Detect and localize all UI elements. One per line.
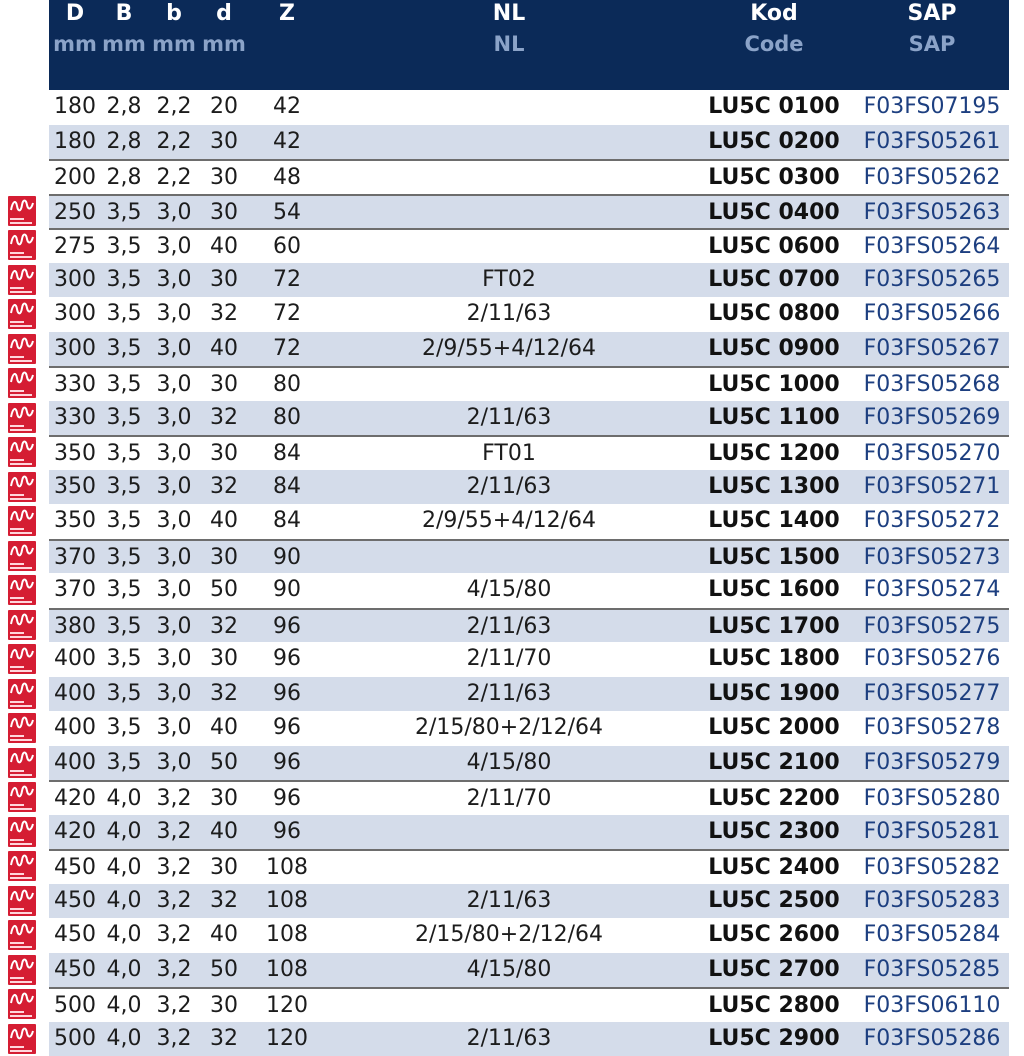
cell-Z: 42 bbox=[273, 94, 301, 119]
cell-B: 3,5 bbox=[106, 613, 142, 639]
cell-SAP: F03FS05283 bbox=[863, 887, 1001, 913]
cell-Z: 120 bbox=[266, 1025, 308, 1051]
cell-Kod: LU5C 1600 bbox=[708, 577, 840, 602]
cell-b: 3,0 bbox=[156, 544, 192, 570]
anti-vibration-icon bbox=[8, 644, 36, 674]
cell-d: 50 bbox=[210, 749, 238, 775]
cell-Kod: LU5C 1100 bbox=[708, 404, 840, 430]
cell-B: 3,5 bbox=[106, 234, 142, 259]
cell-d: 32 bbox=[210, 613, 238, 639]
table-row bbox=[49, 228, 1009, 263]
cell-d: 40 bbox=[210, 922, 238, 947]
cell-SAP: F03FS05277 bbox=[863, 680, 1001, 706]
cell-Z: 96 bbox=[273, 646, 301, 671]
cell-NL bbox=[359, 851, 659, 886]
cell-B: 4,0 bbox=[106, 1025, 142, 1051]
cell-Z: 108 bbox=[266, 887, 308, 913]
cell-B: 3,5 bbox=[106, 646, 142, 671]
cell-d: 30 bbox=[210, 128, 238, 154]
table-row bbox=[49, 470, 1009, 505]
table-row bbox=[49, 746, 1009, 781]
cell-Z: 54 bbox=[273, 199, 301, 225]
anti-vibration-icon bbox=[8, 437, 36, 467]
cell-SAP: F03FS05264 bbox=[863, 234, 1001, 259]
cell-B: 4,0 bbox=[106, 855, 142, 880]
cell-Z: 72 bbox=[273, 301, 301, 326]
cell-D: 400 bbox=[54, 680, 96, 706]
cell-B: 3,5 bbox=[106, 404, 142, 430]
cell-b: 3,2 bbox=[156, 887, 192, 913]
cell-NL bbox=[359, 815, 659, 850]
cell-d: 40 bbox=[210, 234, 238, 259]
cell-Kod: LU5C 0200 bbox=[708, 128, 840, 154]
cell-B: 3,5 bbox=[106, 301, 142, 326]
cell-D: 370 bbox=[54, 544, 96, 570]
cell-b: 3,0 bbox=[156, 301, 192, 326]
table-row bbox=[49, 90, 1009, 125]
cell-Z: 72 bbox=[273, 335, 301, 361]
cell-Z: 72 bbox=[273, 266, 301, 292]
cell-d: 30 bbox=[210, 646, 238, 671]
table-row bbox=[49, 815, 1009, 850]
cell-D: 350 bbox=[54, 473, 96, 499]
cell-Kod: LU5C 0400 bbox=[708, 199, 840, 225]
cell-D: 330 bbox=[54, 404, 96, 430]
cell-Kod: LU5C 2900 bbox=[708, 1025, 840, 1051]
cell-D: 180 bbox=[54, 94, 96, 119]
table-body bbox=[49, 90, 1009, 1056]
cell-D: 300 bbox=[54, 266, 96, 292]
cell-b: 3,0 bbox=[156, 441, 192, 466]
cell-b: 2,2 bbox=[156, 165, 192, 190]
cell-Kod: LU5C 2800 bbox=[708, 993, 840, 1018]
cell-Z: 48 bbox=[273, 165, 301, 190]
cell-SAP: F03FS05261 bbox=[863, 128, 1001, 154]
table-row bbox=[49, 332, 1009, 367]
cell-Kod: LU5C 1400 bbox=[708, 508, 840, 533]
cell-Kod: LU5C 0300 bbox=[708, 165, 840, 190]
cell-NL: FT01 bbox=[482, 441, 536, 466]
cell-B: 3,5 bbox=[106, 199, 142, 225]
cell-Z: 84 bbox=[273, 441, 301, 466]
cell-b: 2,2 bbox=[156, 94, 192, 119]
anti-vibration-icon bbox=[8, 851, 36, 881]
cell-Kod: LU5C 0800 bbox=[708, 301, 840, 326]
cell-b: 3,0 bbox=[156, 613, 192, 639]
cell-NL: 2/15/80+2/12/64 bbox=[414, 922, 604, 947]
cell-SAP: F03FS05273 bbox=[863, 544, 1001, 570]
anti-vibration-icon bbox=[8, 265, 36, 295]
cell-b: 3,0 bbox=[156, 266, 192, 292]
cell-d: 30 bbox=[210, 544, 238, 570]
cell-B: 3,5 bbox=[106, 372, 142, 397]
cell-D: 350 bbox=[54, 508, 96, 533]
table-row bbox=[49, 504, 1009, 539]
cell-Z: 90 bbox=[273, 544, 301, 570]
table-row bbox=[49, 1022, 1009, 1056]
cell-d: 40 bbox=[210, 508, 238, 533]
table-row bbox=[49, 780, 1009, 815]
cell-D: 180 bbox=[54, 128, 96, 154]
cell-Z: 80 bbox=[273, 372, 301, 397]
cell-d: 40 bbox=[210, 715, 238, 740]
cell-Kod: LU5C 1000 bbox=[708, 372, 840, 397]
cell-SAP: F03FS05280 bbox=[863, 786, 1001, 811]
cell-NL: 2/11/63 bbox=[466, 613, 552, 639]
cell-Z: 96 bbox=[273, 786, 301, 811]
cell-d: 32 bbox=[210, 680, 238, 706]
cell-D: 400 bbox=[54, 715, 96, 740]
table-row bbox=[49, 573, 1009, 608]
cell-NL: 2/11/70 bbox=[466, 646, 552, 671]
cell-B: 4,0 bbox=[106, 922, 142, 947]
cell-B: 4,0 bbox=[106, 786, 142, 811]
anti-vibration-icon bbox=[8, 368, 36, 398]
cell-Kod: LU5C 1700 bbox=[708, 613, 840, 639]
cell-Kod: LU5C 1200 bbox=[708, 441, 840, 466]
cell-D: 450 bbox=[54, 956, 96, 982]
cell-D: 200 bbox=[54, 165, 96, 190]
cell-SAP: F03FS05267 bbox=[863, 335, 1001, 361]
cell-d: 30 bbox=[210, 165, 238, 190]
cell-b: 3,0 bbox=[156, 715, 192, 740]
cell-D: 420 bbox=[54, 818, 96, 844]
cell-B: 4,0 bbox=[106, 956, 142, 982]
cell-D: 350 bbox=[54, 441, 96, 466]
anti-vibration-icon bbox=[8, 472, 36, 502]
cell-NL bbox=[359, 125, 659, 160]
cell-b: 3,0 bbox=[156, 199, 192, 225]
cell-Z: 120 bbox=[266, 993, 308, 1018]
anti-vibration-icon bbox=[8, 1024, 36, 1054]
cell-D: 420 bbox=[54, 786, 96, 811]
cell-d: 32 bbox=[210, 1025, 238, 1051]
cell-Kod: LU5C 2600 bbox=[708, 922, 840, 947]
table-row bbox=[49, 159, 1009, 194]
cell-SAP: F03FS05265 bbox=[863, 266, 1001, 292]
table-row bbox=[49, 608, 1009, 643]
cell-Z: 108 bbox=[266, 956, 308, 982]
table-row bbox=[49, 642, 1009, 677]
cell-SAP: F03FS05276 bbox=[863, 646, 1001, 671]
anti-vibration-icon bbox=[8, 817, 36, 847]
table-row bbox=[49, 987, 1009, 1022]
cell-Kod: LU5C 2200 bbox=[708, 786, 840, 811]
cell-SAP: F03FS05275 bbox=[863, 613, 1001, 639]
table-row bbox=[49, 711, 1009, 746]
cell-NL: 2/15/80+2/12/64 bbox=[414, 715, 604, 740]
cell-B: 3,5 bbox=[106, 335, 142, 361]
cell-B: 2,8 bbox=[106, 128, 142, 154]
cell-d: 30 bbox=[210, 786, 238, 811]
cell-SAP: F03FS05278 bbox=[863, 715, 1001, 740]
cell-SAP: F03FS05271 bbox=[863, 473, 1001, 499]
anti-vibration-icon bbox=[8, 920, 36, 950]
cell-b: 3,2 bbox=[156, 993, 192, 1018]
cell-Kod: LU5C 0900 bbox=[708, 335, 840, 361]
cell-Z: 108 bbox=[266, 855, 308, 880]
anti-vibration-icon bbox=[8, 748, 36, 778]
cell-SAP: F03FS05262 bbox=[863, 165, 1001, 190]
cell-NL: 2/11/63 bbox=[466, 887, 552, 913]
cell-Z: 96 bbox=[273, 715, 301, 740]
cell-B: 4,0 bbox=[106, 887, 142, 913]
table-row bbox=[49, 539, 1009, 574]
table-row bbox=[49, 263, 1009, 298]
anti-vibration-icon bbox=[8, 610, 36, 640]
table-row bbox=[49, 125, 1009, 160]
cell-B: 3,5 bbox=[106, 749, 142, 775]
table-row bbox=[49, 297, 1009, 332]
cell-SAP: F03FS07195 bbox=[863, 94, 1001, 119]
cell-Kod: LU5C 2500 bbox=[708, 887, 840, 913]
cell-NL: 2/11/63 bbox=[466, 301, 552, 326]
cell-SAP: F03FS05268 bbox=[863, 372, 1001, 397]
cell-NL bbox=[359, 368, 659, 403]
cell-SAP: F03FS05286 bbox=[863, 1025, 1001, 1051]
cell-D: 250 bbox=[54, 199, 96, 225]
table-row bbox=[49, 366, 1009, 401]
cell-SAP: F03FS05279 bbox=[863, 749, 1001, 775]
cell-NL: 2/11/63 bbox=[466, 1025, 552, 1051]
cell-D: 450 bbox=[54, 855, 96, 880]
table-row bbox=[49, 918, 1009, 953]
cell-d: 30 bbox=[210, 199, 238, 225]
table-row bbox=[49, 194, 1009, 229]
cell-d: 32 bbox=[210, 301, 238, 326]
cell-Kod: LU5C 0700 bbox=[708, 266, 840, 292]
cell-Kod: LU5C 2300 bbox=[708, 818, 840, 844]
cell-Kod: LU5C 1500 bbox=[708, 544, 840, 570]
table-row bbox=[49, 953, 1009, 988]
cell-Z: 108 bbox=[266, 922, 308, 947]
cell-Kod: LU5C 2700 bbox=[708, 956, 840, 982]
cell-B: 3,5 bbox=[106, 473, 142, 499]
cell-d: 30 bbox=[210, 993, 238, 1018]
cell-Kod: LU5C 0600 bbox=[708, 234, 840, 259]
cell-B: 2,8 bbox=[106, 165, 142, 190]
cell-D: 500 bbox=[54, 1025, 96, 1051]
cell-d: 30 bbox=[210, 441, 238, 466]
cell-B: 3,5 bbox=[106, 577, 142, 602]
anti-vibration-icon bbox=[8, 541, 36, 571]
cell-b: 3,0 bbox=[156, 680, 192, 706]
cell-Z: 90 bbox=[273, 577, 301, 602]
anti-vibration-icon bbox=[8, 989, 36, 1019]
cell-B: 3,5 bbox=[106, 544, 142, 570]
cell-B: 3,5 bbox=[106, 508, 142, 533]
cell-NL bbox=[359, 989, 659, 1024]
cell-NL: 4/15/80 bbox=[466, 956, 552, 982]
cell-NL bbox=[359, 161, 659, 196]
cell-SAP: F03FS06110 bbox=[863, 993, 1001, 1018]
cell-Kod: LU5C 0100 bbox=[708, 94, 840, 119]
anti-vibration-icon bbox=[8, 955, 36, 985]
anti-vibration-icon bbox=[8, 575, 36, 605]
cell-Kod: LU5C 1900 bbox=[708, 680, 840, 706]
cell-SAP: F03FS05270 bbox=[863, 441, 1001, 466]
cell-b: 3,0 bbox=[156, 372, 192, 397]
cell-D: 330 bbox=[54, 372, 96, 397]
cell-d: 32 bbox=[210, 473, 238, 499]
cell-Z: 84 bbox=[273, 473, 301, 499]
cell-B: 4,0 bbox=[106, 818, 142, 844]
cell-Z: 96 bbox=[273, 749, 301, 775]
anti-vibration-icon bbox=[8, 782, 36, 812]
cell-SAP: F03FS05266 bbox=[863, 301, 1001, 326]
cell-SAP: F03FS05282 bbox=[863, 855, 1001, 880]
cell-b: 3,0 bbox=[156, 508, 192, 533]
anti-vibration-icon bbox=[8, 299, 36, 329]
cell-D: 400 bbox=[54, 749, 96, 775]
cell-b: 2,2 bbox=[156, 128, 192, 154]
cell-d: 50 bbox=[210, 956, 238, 982]
cell-NL: 4/15/80 bbox=[466, 749, 552, 775]
cell-b: 3,2 bbox=[156, 818, 192, 844]
cell-D: 450 bbox=[54, 922, 96, 947]
cell-D: 400 bbox=[54, 646, 96, 671]
cell-b: 3,0 bbox=[156, 646, 192, 671]
cell-NL: 2/11/63 bbox=[466, 680, 552, 706]
cell-d: 30 bbox=[210, 372, 238, 397]
cell-Z: 96 bbox=[273, 818, 301, 844]
cell-b: 3,2 bbox=[156, 922, 192, 947]
cell-Kod: LU5C 2000 bbox=[708, 715, 840, 740]
cell-B: 3,5 bbox=[106, 715, 142, 740]
cell-SAP: F03FS05284 bbox=[863, 922, 1001, 947]
cell-b: 3,0 bbox=[156, 234, 192, 259]
cell-Kod: LU5C 1300 bbox=[708, 473, 840, 499]
cell-d: 40 bbox=[210, 818, 238, 844]
cell-NL bbox=[359, 541, 659, 576]
cell-b: 3,0 bbox=[156, 577, 192, 602]
cell-NL: 4/15/80 bbox=[466, 577, 552, 602]
cell-B: 3,5 bbox=[106, 266, 142, 292]
cell-NL: 2/11/63 bbox=[466, 404, 552, 430]
cell-d: 20 bbox=[210, 94, 238, 119]
cell-SAP: F03FS05281 bbox=[863, 818, 1001, 844]
cell-D: 275 bbox=[54, 234, 96, 259]
cell-b: 3,0 bbox=[156, 404, 192, 430]
cell-SAP: F03FS05285 bbox=[863, 956, 1001, 982]
cell-Z: 96 bbox=[273, 680, 301, 706]
cell-B: 3,5 bbox=[106, 441, 142, 466]
cell-D: 500 bbox=[54, 993, 96, 1018]
cell-B: 3,5 bbox=[106, 680, 142, 706]
cell-d: 50 bbox=[210, 577, 238, 602]
table-row bbox=[49, 849, 1009, 884]
cell-b: 3,0 bbox=[156, 749, 192, 775]
cell-d: 40 bbox=[210, 335, 238, 361]
cell-d: 30 bbox=[210, 855, 238, 880]
cell-Z: 80 bbox=[273, 404, 301, 430]
anti-vibration-icon bbox=[8, 230, 36, 260]
anti-vibration-icon bbox=[8, 506, 36, 536]
cell-D: 450 bbox=[54, 887, 96, 913]
cell-d: 30 bbox=[210, 266, 238, 292]
cell-SAP: F03FS05269 bbox=[863, 404, 1001, 430]
cell-b: 3,2 bbox=[156, 956, 192, 982]
cell-SAP: F03FS05274 bbox=[863, 577, 1001, 602]
cell-NL bbox=[359, 90, 659, 125]
anti-vibration-icon bbox=[8, 679, 36, 709]
cell-NL bbox=[359, 196, 659, 231]
cell-NL: 2/9/55+4/12/64 bbox=[421, 335, 597, 361]
anti-vibration-icon bbox=[8, 196, 36, 226]
cell-NL bbox=[359, 230, 659, 265]
cell-Z: 60 bbox=[273, 234, 301, 259]
cell-Z: 42 bbox=[273, 128, 301, 154]
table-row bbox=[49, 677, 1009, 712]
cell-d: 32 bbox=[210, 404, 238, 430]
cell-NL: 2/9/55+4/12/64 bbox=[421, 508, 597, 533]
cell-b: 3,2 bbox=[156, 1025, 192, 1051]
cell-NL: FT02 bbox=[482, 266, 536, 292]
cell-Z: 84 bbox=[273, 508, 301, 533]
cell-Kod: LU5C 1800 bbox=[708, 646, 840, 671]
cell-NL: 2/11/63 bbox=[466, 473, 552, 499]
cell-NL: 2/11/70 bbox=[466, 786, 552, 811]
cell-D: 300 bbox=[54, 335, 96, 361]
table-row bbox=[49, 401, 1009, 436]
anti-vibration-icon bbox=[8, 713, 36, 743]
cell-SAP: F03FS05263 bbox=[863, 199, 1001, 225]
cell-d: 32 bbox=[210, 887, 238, 913]
cell-D: 370 bbox=[54, 577, 96, 602]
cell-b: 3,0 bbox=[156, 335, 192, 361]
anti-vibration-icon bbox=[8, 334, 36, 364]
cell-b: 3,2 bbox=[156, 786, 192, 811]
cell-b: 3,0 bbox=[156, 473, 192, 499]
cell-Z: 96 bbox=[273, 613, 301, 639]
cell-D: 380 bbox=[54, 613, 96, 639]
cell-D: 300 bbox=[54, 301, 96, 326]
cell-Kod: LU5C 2400 bbox=[708, 855, 840, 880]
cell-b: 3,2 bbox=[156, 855, 192, 880]
cell-Kod: LU5C 2100 bbox=[708, 749, 840, 775]
table-header: D mm B mm b mm d mm Z NL NL Kod Code SAP SAP bbox=[49, 0, 1009, 90]
table-row bbox=[49, 884, 1009, 919]
anti-vibration-icon bbox=[8, 403, 36, 433]
cell-SAP: F03FS05272 bbox=[863, 508, 1001, 533]
table-row bbox=[49, 435, 1009, 470]
cell-B: 4,0 bbox=[106, 993, 142, 1018]
cell-B: 2,8 bbox=[106, 94, 142, 119]
anti-vibration-icon bbox=[8, 886, 36, 916]
